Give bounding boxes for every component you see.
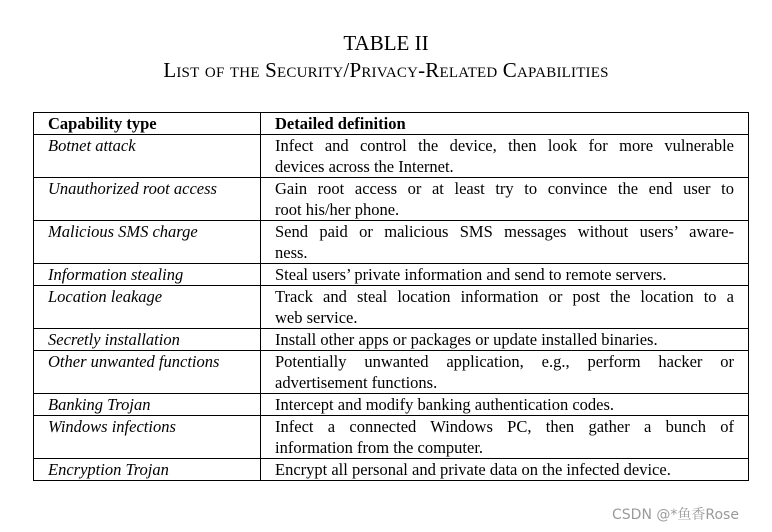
table-row — [34, 178, 749, 221]
definition-cell — [261, 286, 749, 329]
definition-line: advertisement functions. — [275, 373, 438, 392]
header-row — [34, 113, 749, 135]
header-capability-type: Capability type — [34, 113, 261, 135]
definition-cell — [261, 459, 749, 481]
table-row — [34, 459, 749, 481]
definition-line: Encrypt all personal and private data on the infected device. — [275, 460, 671, 479]
definition-line: Steal users’ private information and send to remote servers. — [275, 265, 667, 284]
definition-line: Gain root access or at least try to convince the end user to — [275, 179, 734, 198]
capability-type-cell: Encryption Trojan — [34, 459, 261, 481]
definition-cell — [261, 416, 749, 459]
definition-line: Track and steal location information or post the location to a — [275, 287, 734, 306]
table-row — [34, 416, 749, 459]
definition-line: devices across the Internet. — [275, 157, 454, 176]
table-row — [34, 264, 749, 286]
table-row — [34, 221, 749, 264]
table-row — [34, 135, 749, 178]
capability-type-cell: Unauthorized root access — [34, 178, 261, 221]
capability-type-cell: Information stealing — [34, 264, 261, 286]
definition-cell — [261, 221, 749, 264]
definition-cell — [261, 329, 749, 351]
table-row — [34, 329, 749, 351]
table-title: List of the Security/Privacy-Related Capabilities — [163, 58, 609, 82]
capabilities-table — [33, 112, 749, 481]
definition-line: information from the computer. — [275, 438, 484, 457]
header-detailed-definition: Detailed definition — [261, 113, 749, 135]
definition-line: ness. — [275, 243, 308, 262]
capability-type-cell: Windows infections — [34, 416, 261, 459]
definition-line: Infect and control the device, then look for more vulnerable — [275, 136, 734, 155]
capability-type-cell: Secretly installation — [34, 329, 261, 351]
capability-type-cell: Malicious SMS charge — [34, 221, 261, 264]
definition-line: root his/her phone. — [275, 200, 400, 219]
definition-line: Infect a connected Windows PC, then gather a bunch of — [275, 417, 734, 436]
definition-cell — [261, 394, 749, 416]
definition-cell — [261, 178, 749, 221]
watermark: CSDN @*鱼香Rose — [612, 507, 739, 523]
capability-type-cell: Botnet attack — [34, 135, 261, 178]
definition-cell — [261, 264, 749, 286]
definition-line: Install other apps or packages or update installed binaries. — [275, 330, 658, 349]
table-row — [34, 351, 749, 394]
definition-cell — [261, 135, 749, 178]
definition-line: web service. — [275, 308, 358, 327]
table-number: TABLE II — [343, 31, 429, 55]
definition-line: Potentially unwanted application, e.g., perform hacker or — [275, 352, 734, 371]
definition-line: Send paid or malicious SMS messages without users’ aware- — [275, 222, 734, 241]
capability-type-cell: Other unwanted functions — [34, 351, 261, 394]
capability-type-cell: Location leakage — [34, 286, 261, 329]
definition-cell — [261, 351, 749, 394]
table-row — [34, 394, 749, 416]
table-row — [34, 286, 749, 329]
definition-line: Intercept and modify banking authentication codes. — [275, 395, 615, 414]
capability-type-cell: Banking Trojan — [34, 394, 261, 416]
